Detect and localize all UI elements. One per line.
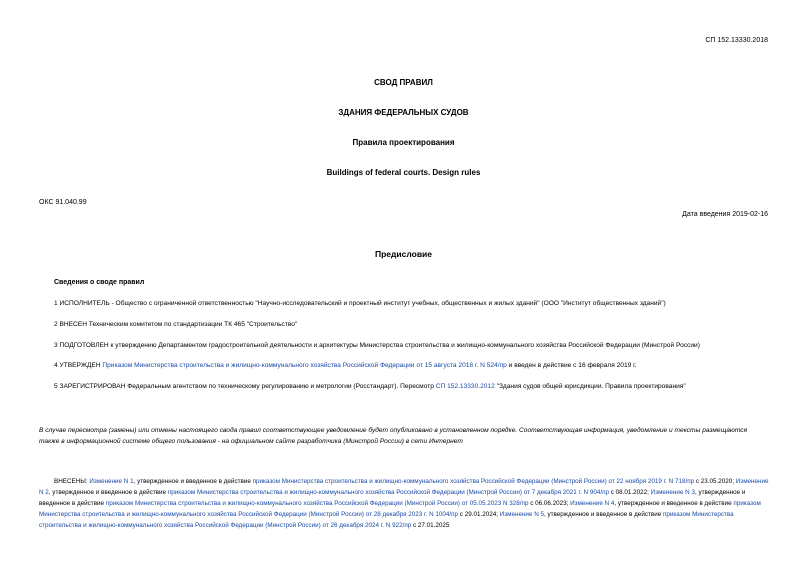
doc-type-title: СВОД ПРАВИЛ xyxy=(374,78,433,87)
item-5-prefix: 5 ЗАРЕГИСТРИРОВАН Федеральным агентством по техническому регулированию и метрологии (Росстандарт). Пересмотр xyxy=(54,383,436,390)
preface-item-1: 1 ИСПОЛНИТЕЛЬ - Общество с ограниченной ответственностью "Научно-исследовательский и проектный институт учебных, общественных и жилых зданий" (ООО "Институт общественных зданий") xyxy=(54,300,666,307)
change-4-link[interactable]: Изменение N 4 xyxy=(570,500,615,507)
preface-item-2: 2 ВНЕСЕН Техническим комитетом по стандартизации ТК 465 "Строительство" xyxy=(54,321,298,328)
change-5-link[interactable]: Изменение N 5 xyxy=(499,511,544,518)
change-4-text: , утвержденное и введенное в действие xyxy=(614,500,734,507)
change-2-link[interactable]: Изменение N 2 xyxy=(39,478,769,496)
item-4-prefix: 4 УТВЕРЖДЕН xyxy=(54,362,103,369)
intro-date: Дата введения 2019-02-16 xyxy=(682,211,768,218)
change-1-date: с 23.05.2020; xyxy=(694,478,736,485)
doc-code: СП 152.13330.2018 xyxy=(705,37,768,44)
preface-item-4 xyxy=(54,362,774,369)
preface-item-3: 3 ПОДГОТОВЛЕН к утверждению Департаментом градостроительной деятельности и архитектуры Министерства строительства и жилищно-коммунального хозяйства Российской Федерации (Минстрой России) xyxy=(54,342,700,349)
oks-code: ОКС 91.040.99 xyxy=(39,199,87,206)
revision-notice: В случае пересмотра (замены) или отмены настоящего свода правил соответствующее уведомление будет опубликовано в установленном порядке. Соответствующая информация, уведомление и тексты размещаются также в информационной системе общего пользования - на официальном сайте разработчика (Минстрой России) в сети Интернет xyxy=(39,427,748,445)
preface-item-5 xyxy=(54,383,774,390)
changes-label: ВНЕСЕНЫ: xyxy=(54,478,90,485)
change-3-order-link[interactable]: приказом Министерства строительства и жилищно-коммунального хозяйства Российской Федерации (Минстрой России) от 05.05.2023 N 328/пр xyxy=(105,500,529,507)
change-3-date: с 06.06.2023; xyxy=(528,500,571,507)
item-5-suffix: "Здания судов общей юрисдикции. Правила проектирования" xyxy=(494,383,686,390)
item-4-suffix: и введен в действие с 16 февраля 2019 г. xyxy=(506,362,637,369)
approval-order-link[interactable]: Приказом Министерства строительства и жилищно-коммунального хозяйства Российской Федерации от 15 августа 2018 г. N 524/пр xyxy=(102,362,507,369)
change-1-text: , утвержденное и введенное в действие xyxy=(133,478,253,485)
change-3-text: , утвержденное и введенное в действие xyxy=(39,489,746,507)
doc-subtitle: Правила проектирования xyxy=(352,138,455,147)
change-3-link[interactable]: Изменение N 3 xyxy=(650,489,695,496)
change-5-order-link[interactable]: приказом Министерства строительства и жилищно-коммунального хозяйства Российской Федерации (Минстрой России) от 26 декабря 2024 г. N 922/пр xyxy=(39,511,734,529)
preface-heading: Предисловие xyxy=(374,249,433,259)
change-2-date: с 08.01.2022; xyxy=(609,489,651,496)
changes-paragraph xyxy=(39,476,769,531)
previous-sp-link[interactable]: СП 152.13330.2012 xyxy=(435,383,495,390)
doc-name-title: ЗДАНИЯ ФЕДЕРАЛЬНЫХ СУДОВ xyxy=(338,108,469,117)
change-1-link[interactable]: Изменение N 1 xyxy=(89,478,134,485)
doc-english-title: Buildings of federal courts. Design rules xyxy=(326,168,481,177)
change-1-order-link[interactable]: приказом Министерства строительства и жилищно-коммунального хозяйства Российской Федерации (Минстрой России) от 22 ноября 2019 г. N 718/пр xyxy=(252,478,695,485)
change-2-text: , утвержденное и введенное в действие xyxy=(48,489,168,496)
change-4-order-link[interactable]: приказом Министерства строительства и жилищно-коммунального хозяйства Российской Федерации (Минстрой России) от 28 декабря 2023 г. N 1004/пр xyxy=(39,500,761,518)
info-heading: Сведения о своде правил xyxy=(54,279,145,286)
change-5-date: с 27.01.2025 xyxy=(411,522,450,529)
change-4-date: с 29.01.2024; xyxy=(458,511,500,518)
change-2-order-link[interactable]: приказом Министерства строительства и жилищно-коммунального хозяйства Российской Федерации (Минстрой России) от 7 декабря 2021 г. N 904/пр xyxy=(167,489,609,496)
change-5-text: , утвержденное и введенное в действие xyxy=(544,511,663,518)
